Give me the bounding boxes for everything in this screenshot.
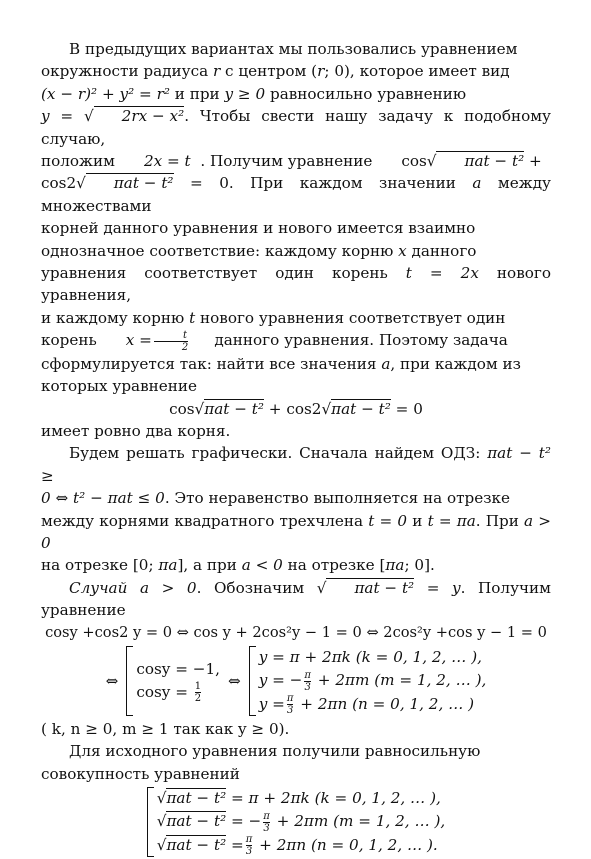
text: . При xyxy=(475,511,525,530)
math-expr: t = 0 xyxy=(368,511,408,530)
math-expr: y ≥ 0 xyxy=(224,84,266,103)
math-var: a xyxy=(472,174,482,193)
text: положим xyxy=(41,152,115,171)
text: корней данного уравнения и нового имеется взаимно xyxy=(41,219,476,238)
equation-system-1 xyxy=(41,646,551,716)
text: ; 0), которое имеет вид xyxy=(324,62,510,81)
text: ], а при xyxy=(177,556,242,575)
equivalence-symbol: ⇔ xyxy=(227,671,241,690)
numerator: π xyxy=(263,810,270,822)
denominator: 3 xyxy=(286,705,294,717)
text: на отрезке [0; xyxy=(41,556,159,575)
text: . Получим уравнение xyxy=(200,152,373,171)
denominator: 3 xyxy=(245,846,253,858)
math-expr: a < 0 xyxy=(241,556,283,575)
text: Для исходного уравнения получили равносильную xyxy=(69,742,481,761)
paragraph-1: В предыдущих вариантах мы пользовались уравнением окружности радиуса r с центром (r; 0), которое имеет вид (x − r)² + y² = r² и при y ≥ 0 равносильно уравнению y = √ 2rx − x². Чтобы свести нашу задачу к подобному случаю, положим 2x = t . Получим уравнение cos√ πat − t² + cos2√ πat − t² = 0. При каждом значении a между множествами корней данного уравнения и нового имеется взаимно однозначное соответствие: каждому корню x данного уравнения соответствует один корень t = 2x нового уравнения, и каждому корню t нового уравнения соответствует один корень x = $\frac{t}{2}$ данного уравнения. Поэтому задача сформулируется так: найти все значения a, при каждом из которых уравнение xyxy=(41,40,551,396)
math-expr: + 2πn (n = 0, 1, 2, … ) xyxy=(295,694,475,713)
math-fraction xyxy=(246,834,253,857)
text: между корнями квадратного трехчлена xyxy=(41,511,369,530)
text: ; 0]. xyxy=(404,556,435,575)
math-expr: y = xyxy=(41,107,84,126)
math-expr: + 2πn (n = 0, 1, 2, … ). xyxy=(254,835,438,854)
text: нового уравнения, xyxy=(41,264,551,305)
numerator: 1 xyxy=(194,681,202,693)
text: окружности радиуса xyxy=(41,62,213,81)
text: В предыдущих вариантах мы пользовались уравнением xyxy=(69,40,518,58)
math-radicand: πat − t² xyxy=(331,399,391,418)
case-cos-half xyxy=(136,681,220,705)
math-func: cos2 xyxy=(41,174,77,193)
sqrt-cases xyxy=(157,787,445,857)
text: на отрезке [ xyxy=(282,556,386,575)
equation-main: cos√πat − t² + cos2√πat − t² = 0 xyxy=(169,399,423,418)
math-expr: cosy +cos2 y = 0 ⇔ cos y + 2cos²y − 1 = 0 ⇔ 2cos²y +cos y − 1 = 0 xyxy=(45,623,547,641)
numerator: π xyxy=(304,669,311,681)
text: . Получим уравнение xyxy=(41,578,551,620)
condition-line: ( k, n ≥ 0, m ≥ 1 так как y ≥ 0). xyxy=(41,720,290,739)
denominator: 3 xyxy=(263,822,270,834)
text: совокупность уравнений xyxy=(41,764,240,783)
math-radicand: πat − t² xyxy=(166,812,227,831)
case-label: Случай xyxy=(69,578,140,597)
numerator: π xyxy=(286,693,294,705)
text: = 0 xyxy=(390,399,423,418)
math-expr: = y xyxy=(414,578,461,597)
paragraph-1-end: имеет ровно два корня. xyxy=(41,422,231,440)
case-y-k: y = π + 2πk (k = 0, 1, 2, … ), xyxy=(258,648,482,667)
math-radicand: 2rx − x² xyxy=(94,106,185,125)
numerator: t xyxy=(183,329,188,341)
text: нового уравнения соответствует один xyxy=(195,308,506,327)
text: Будем решать графически. Сначала найдем ОДЗ: xyxy=(69,444,488,463)
math-expr: a > 0 xyxy=(139,578,197,597)
text: однозначное соответствие: каждому корню xyxy=(41,241,399,260)
text: данного xyxy=(406,241,477,260)
math-expr: y = − xyxy=(258,671,303,690)
text: сформулируется так: найти все значения xyxy=(41,354,382,373)
math-expr: x = xyxy=(125,331,152,350)
math-fraction xyxy=(263,811,270,834)
denominator: 2 xyxy=(154,341,188,353)
document-page xyxy=(41,38,551,859)
math-expr: + 2πm (m = 1, 2, … ), xyxy=(271,812,446,831)
math-radicand: πat − t² xyxy=(86,173,174,192)
paragraph-3: Случай a > 0. Обозначим √ πat − t² = y. Получим уравнение xyxy=(41,578,551,620)
math-expr: πat − t² ≥ xyxy=(41,444,551,485)
math-expr: 2x = t xyxy=(143,152,191,171)
paragraph-2 xyxy=(41,442,551,576)
math-expr: πa xyxy=(158,556,178,575)
math-var: x xyxy=(398,241,407,260)
math-expr: = π + 2πk (k = 0, 1, 2, … ), xyxy=(226,789,441,808)
case-y-m xyxy=(259,669,487,693)
case-sqrt-m: √πat − t² = − $\frac{\pi}{3}$ + 2πm (m = 1, 2, … ), xyxy=(156,810,446,834)
math-expr: t = πa xyxy=(427,511,476,530)
text: . Это неравенство выполняется на отрезке xyxy=(164,489,511,508)
math-fraction xyxy=(304,670,311,693)
math-var: r xyxy=(212,62,221,81)
math-func: + cos2 xyxy=(263,399,322,418)
cos-cases xyxy=(136,658,220,705)
math-fraction xyxy=(287,693,294,716)
math-func: cos xyxy=(401,152,427,171)
text: , при каждом из xyxy=(390,354,521,373)
bracket xyxy=(126,646,133,716)
case-sqrt-n: √πat − t² = $\frac{\pi}{3}$ + 2πn (n = 0, 1, 2, … ). xyxy=(156,834,438,858)
math-circle-equation: (x − r)² + y² = r² xyxy=(41,84,170,103)
bracket xyxy=(249,646,256,716)
math-radicand: πat − t² xyxy=(166,835,227,854)
text: равносильно уравнению xyxy=(265,84,467,103)
math-expr: cosy = xyxy=(136,682,188,701)
math-expr: πa xyxy=(385,556,405,575)
text: и при xyxy=(169,84,225,103)
math-fraction xyxy=(195,681,201,704)
trig-equation-chain xyxy=(41,622,551,644)
numerator: π xyxy=(245,834,253,846)
text: . Чтобы свести нашу задачу к подобному случаю, xyxy=(41,107,551,148)
paragraph-4 xyxy=(41,740,551,785)
math-expr: = − xyxy=(226,812,262,831)
math-radicand: πat − t² xyxy=(204,399,264,418)
denominator: 3 xyxy=(304,681,311,693)
text: + xyxy=(524,152,542,171)
equation-system-2 xyxy=(41,787,551,857)
text: = 0. При каждом значении xyxy=(173,174,473,193)
case-cos-minus-one: cosy = −1, xyxy=(136,659,220,678)
math-expr: y = xyxy=(258,694,285,713)
text: . Обозначим xyxy=(196,578,317,597)
text: уравнения соответствует один корень xyxy=(41,264,406,283)
math-var: t xyxy=(189,308,196,327)
text: с центром ( xyxy=(220,62,318,81)
math-func: cos xyxy=(169,399,195,418)
math-expr: = xyxy=(226,835,244,854)
case-y-n xyxy=(259,693,487,717)
math-var: a xyxy=(381,354,391,373)
equivalence-symbol: ⇔ xyxy=(105,671,119,690)
denominator: 2 xyxy=(194,693,202,705)
text: между множествами xyxy=(41,174,551,215)
text: корень xyxy=(41,331,97,350)
math-expr: + 2πm (m = 1, 2, … ), xyxy=(312,671,487,690)
text: данного уравнения. Поэтому задача xyxy=(214,331,508,350)
text: которых уравнение xyxy=(41,377,197,396)
math-var: r xyxy=(317,62,325,81)
bracket xyxy=(147,787,154,857)
case-sqrt-k: √πat − t² = π + 2πk (k = 0, 1, 2, … ), xyxy=(156,789,441,808)
text: и xyxy=(407,511,428,530)
math-radicand: πat − t² xyxy=(436,151,524,170)
math-radicand: πat − t² xyxy=(166,789,227,808)
y-cases xyxy=(259,646,487,716)
math-fraction xyxy=(154,330,188,353)
math-radicand: πat − t² xyxy=(326,578,414,597)
math-expr: t = 2x xyxy=(405,264,479,283)
math-expr: a > 0 xyxy=(41,511,551,553)
text: и каждому корню xyxy=(41,308,190,327)
math-expr: 0 ⇔ t² − πat ≤ 0 xyxy=(41,489,165,508)
